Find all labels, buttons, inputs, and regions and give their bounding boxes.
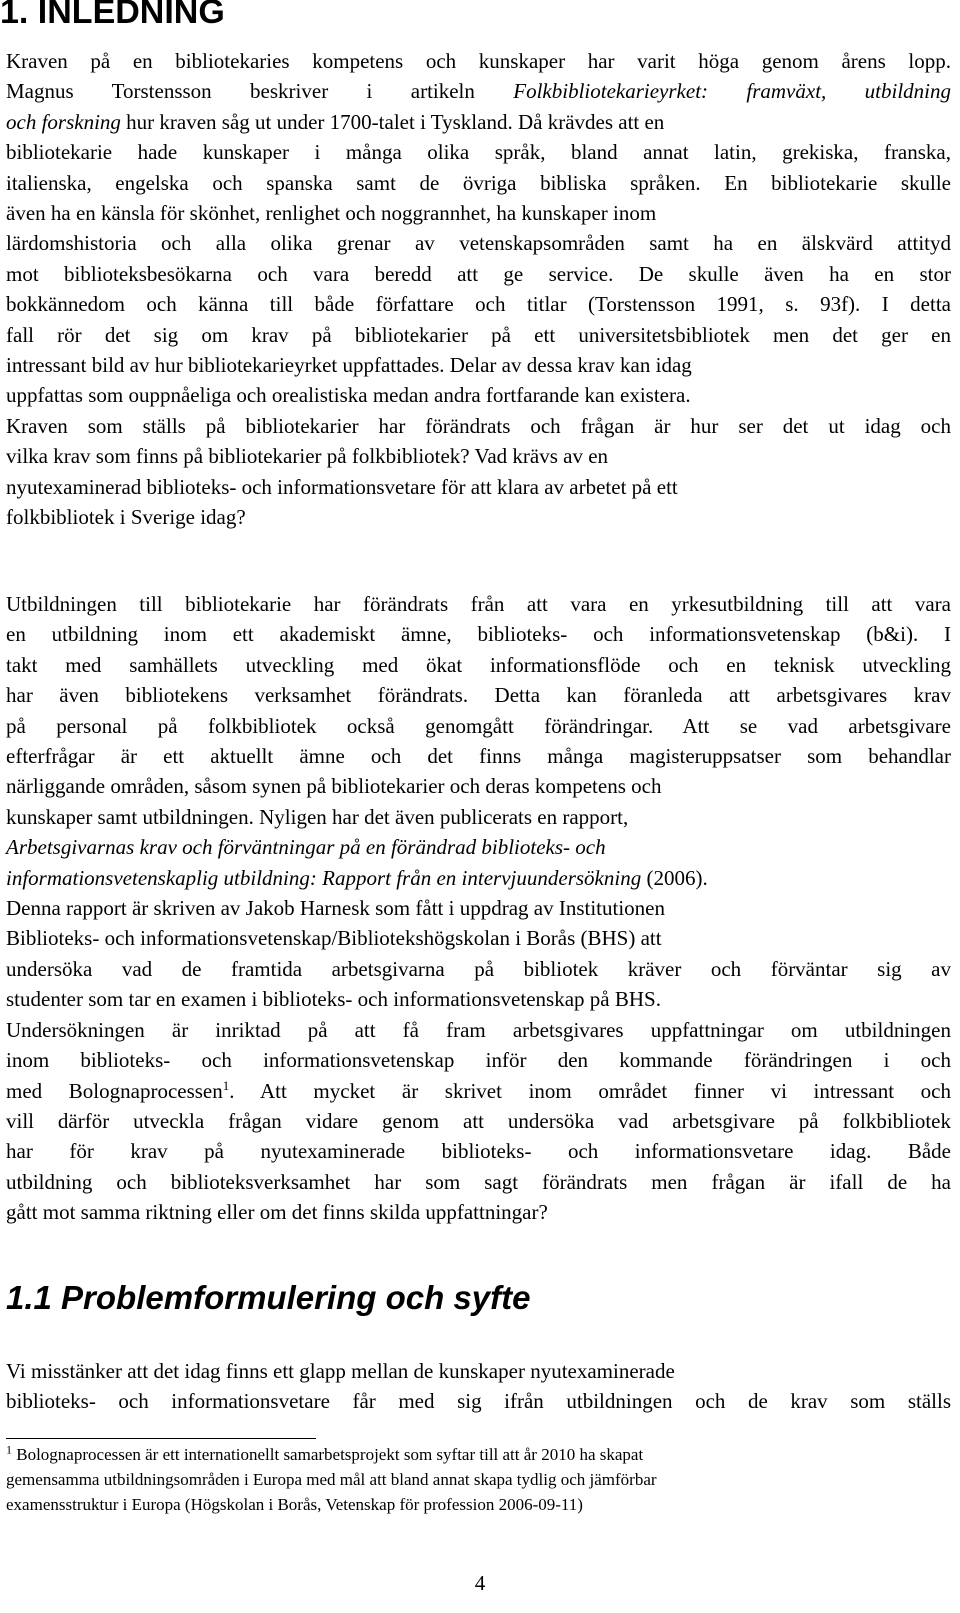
text-line: inom biblioteks- och informationsvetenskap inför den kommande förändringen i och — [6, 1048, 951, 1073]
text-run: Magnus Torstensson beskriver i artikeln — [6, 79, 514, 104]
footnote-line: gemensamma utbildningsområden i Europa med mål att bland annat skapa tydlig och jämförbar — [6, 1470, 657, 1489]
text-line: bokkännedom och känna till både författare och titlar (Torstensson 1991, s. 93f). I detta — [6, 292, 951, 317]
text-line: takt med samhällets utveckling med ökat informationsflöde och en teknisk utveckling — [6, 652, 951, 677]
text-line: italienska, engelska och spanska samt de övriga bibliska språken. En bibliotekarie skulle — [6, 170, 951, 195]
paragraph-3 — [6, 1356, 951, 1417]
text-line: mot biblioteksbesökarna och vara beredd att ge service. De skulle även ha en stor — [6, 261, 951, 286]
text-line: Undersökningen är inriktad på att få fram arbetsgivares uppfattningar om utbildningen — [6, 1017, 951, 1042]
text-line: en utbildning inom ett akademiskt ämne, biblioteks- och informationsvetenskap (b&i). I — [6, 622, 951, 647]
text-line: utbildning och biblioteksverksamhet har som sagt förändrats men frågan är ifall de ha — [6, 1169, 951, 1194]
text-line: studenter som tar en examen i biblioteks- och informationsvetenskap på BHS. — [6, 987, 661, 1012]
text-line: uppfattas som ouppnåeliga och orealistiska medan andra fortfarande kan existera. — [6, 383, 691, 408]
text-line: nyutexaminerad biblioteks- och informationsvetare för att klara av arbetet på ett — [6, 474, 678, 499]
text-line: intressant bild av hur bibliotekarieyrket uppfattades. Delar av dessa krav kan idag — [6, 353, 692, 378]
text-line: Vi misstänker att det idag finns ett glapp mellan de kunskaper nyutexaminerade — [6, 1359, 675, 1383]
text-line: undersöka vad de framtida arbetsgivarna på bibliotek kräver och förväntar sig av — [6, 956, 951, 981]
text-line — [6, 107, 951, 137]
text-line: vilka krav som finns på bibliotekarier på folkbibliotek? Vad krävs av en — [6, 444, 609, 469]
footnote-line — [6, 1442, 951, 1467]
article-title: och forskning — [6, 109, 121, 134]
text-line: på personal på folkbibliotek också genomgått förändringar. Att se vad arbetsgivare — [6, 713, 951, 738]
text-line: folkbibliotek i Sverige idag? — [6, 505, 246, 530]
footnote-reference: 1 — [222, 1077, 230, 1093]
footnote — [6, 1442, 951, 1517]
text-run: (2006). — [641, 865, 708, 890]
text-line: vill därför utveckla frågan vidare genom att undersöka vad arbetsgivare på folkbibliotek — [6, 1108, 951, 1133]
text-line: närliggande områden, såsom synen på bibliotekarier och deras kompetens och — [6, 774, 662, 799]
article-title: Folkbibliotekarieyrket: framväxt, utbildning — [513, 79, 951, 104]
footnote-separator — [6, 1438, 316, 1439]
footnote-marker: 1 — [6, 1442, 12, 1457]
text-line: Utbildningen till bibliotekarie har förändrats från att vara en yrkesutbildning till att vara — [6, 592, 951, 616]
paragraph-2 — [6, 589, 951, 1228]
text-line — [6, 863, 951, 893]
section-heading: 1.1 Problemformulering och syfte — [6, 1279, 531, 1316]
text-line: har även bibliotekens verksamhet förändrats. Detta kan föranleda att arbetsgivares krav — [6, 683, 951, 708]
text-run: hur kraven såg ut under 1700-talet i Tyskland. Då krävdes att en — [120, 109, 665, 134]
text-line: gått mot samma riktning eller om det finns skilda uppfattningar? — [6, 1200, 548, 1225]
text-line: fall rör det sig om krav på bibliotekarier på ett universitetsbibliotek men det ger en — [6, 322, 951, 347]
text-line — [6, 832, 951, 862]
text-line: Kraven på en bibliotekaries kompetens och kunskaper har varit höga genom årens lopp. — [6, 49, 951, 73]
text-line: Biblioteks- och informationsvetenskap/Bibliotekshögskolan i Borås (BHS) att — [6, 926, 662, 951]
text-line: Kraven som ställs på bibliotekarier har förändrats och frågan är hur ser det ut idag och — [6, 413, 951, 438]
text-line: lärdomshistoria och alla olika grenar av vetenskapsområden samt ha en älskvärd attityd — [6, 231, 951, 256]
text-line: kunskaper samt utbildningen. Nyligen har det även publicerats en rapport, — [6, 804, 629, 829]
text-line: även ha en känsla för skönhet, renlighet och noggrannhet, ha kunskaper inom — [6, 201, 657, 226]
text-line: har för krav på nyutexaminerade biblioteks- och informationsvetare idag. Både — [6, 1139, 951, 1164]
footnote-line: examensstruktur i Europa (Högskolan i Borås, Vetenskap för profession 2006-09-11) — [6, 1495, 583, 1514]
report-title: informationsvetenskaplig utbildning: Rapport från en intervjuundersökning — [6, 865, 642, 890]
text-line: biblioteks- och informationsvetare får med sig ifrån utbildningen och de krav som ställs — [6, 1389, 951, 1414]
chapter-heading: 1. INLEDNING — [0, 0, 225, 31]
text-line: efterfrågar är ett aktuellt ämne och det finns många magisteruppsatser som behandlar — [6, 744, 951, 769]
text-run: Bolognaprocessen är ett internationellt samarbetsprojekt som syftar till att år 2010 ha skapat — [12, 1445, 644, 1464]
text-line — [6, 76, 951, 106]
text-run: med Bolognaprocessen — [6, 1078, 223, 1103]
text-run: . Att mycket är skrivet inom området finner vi intressant och — [229, 1078, 951, 1103]
text-line: bibliotekarie hade kunskaper i många olika språk, bland annat latin, grekiska, franska, — [6, 140, 951, 165]
report-title: Arbetsgivarnas krav och förväntningar på en förändrad biblioteks- och — [6, 835, 606, 860]
page-number: 4 — [474, 1571, 486, 1595]
text-line — [6, 1076, 951, 1106]
paragraph-1 — [6, 46, 951, 533]
text-line: Denna rapport är skriven av Jakob Harnesk som fått i uppdrag av Institutionen — [6, 896, 665, 921]
